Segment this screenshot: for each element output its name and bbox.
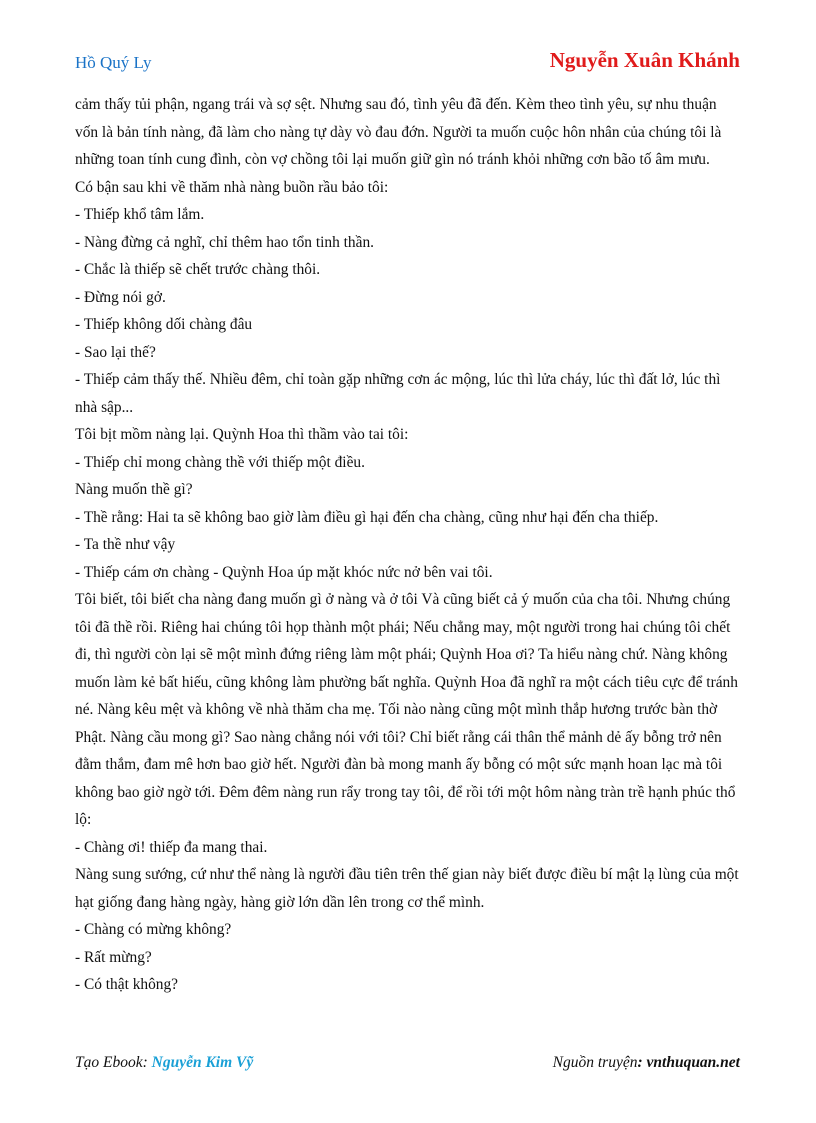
page-footer: [75, 1054, 740, 1078]
source-label: Nguồn truyện: [552, 1054, 638, 1071]
paragraph: Nàng muốn thề gì?: [75, 481, 193, 498]
dialogue-line: - Sao lại thế?: [75, 343, 156, 361]
dialogue-line: - Thiếp khổ tâm lắm.: [75, 206, 205, 223]
ebook-credit: Tạo Ebook: Nguyễn Kim Vỹ: [75, 1054, 254, 1071]
page-header: [75, 48, 740, 74]
source-credit: Nguồn truyện: vnthuquan.net: [552, 1054, 740, 1071]
dialogue-line: - Thiếp cảm thấy thế. Nhiều đêm, chỉ toàn gặp những cơn ác mộng, lúc thì lửa cháy, lúc thì đất lở, lúc thì nhà sập...: [75, 371, 721, 416]
book-title: Hồ Quý Ly: [75, 53, 152, 72]
dialogue-line: - Có thật không?: [75, 976, 179, 993]
dialogue-line: - Chàng có mừng không?: [75, 921, 232, 938]
dialogue-line: - Thiếp không dối chàng đâu: [75, 316, 253, 333]
paragraph: cảm thấy tủi phận, ngang trái và sợ sệt. Nhưng sau đó, tình yêu đã đến. Kèm theo tình yêu, sự nhu thuận vốn là bản tính nàng, đã làm cho nàng tự dày vò đau đớn. Người ta muốn cuộc hôn nhân của chúng tôi là những toan tính cung đình, còn vợ chồng tôi lại muốn giữ gìn nó tránh khỏi những cơn bão tố âm mưu.: [75, 96, 722, 168]
paragraph: Tôi biết, tôi biết cha nàng đang muốn gì ở nàng và ở tôi Và cũng biết cả ý muốn của cha tôi. Nhưng chúng tôi đã thề rồi. Riêng hai chúng tôi họp thành một phái; Nếu chẳng may, một người trong hai chúng tôi chết đi, thì người còn lại sẽ một mình đứng riêng làm một phái; Quỳnh Hoa ơi? Ta hiểu nàng chứ. Nàng không muốn làm kẻ bất hiếu, cũng không làm phường bất nghĩa. Quỳnh Hoa đã nghĩ ra một cách tiêu cực để tránh né. Nàng kêu mệt và không về nhà thăm cha mẹ. Tối nào nàng cũng một mình thắp hương trước bàn thờ Phật. Nàng cầu mong gì? Sao nàng chẳng nói với tôi? Chỉ biết rằng cái thân thể mảnh dẻ ấy bỗng trở nên đằm thắm, đam mê hơn bao giờ hết. Người đàn bà mong manh ấy bỗng có một sức mạnh hoan lạc mà tôi không bao giờ ngờ tới. Đêm đêm nàng run rẩy trong tay tôi, để rồi tới một hôm nàng tràn trề hạnh phúc thổ lộ:: [75, 591, 738, 828]
dialogue-line: - Chắc là thiếp sẽ chết trước chàng thôi.: [75, 261, 321, 278]
ebook-label: Tạo Ebook: [75, 1054, 143, 1071]
paragraph: Có bận sau khi về thăm nhà nàng buồn rầu bảo tôi:: [75, 178, 389, 196]
source-site: vnthuquan.net: [646, 1054, 740, 1071]
dialogue-line: - Đừng nói gở.: [75, 288, 166, 306]
dialogue-line: - Rất mừng?: [75, 948, 152, 966]
dialogue-line: - Thề rằng: Hai ta sẽ không bao giờ làm điều gì hại đến cha chàng, cũng như hại đến cha thiếp.: [75, 508, 659, 526]
dialogue-line: - Thiếp chỉ mong chàng thề với thiếp một điều.: [75, 453, 365, 471]
dialogue-line: - Chàng ơi! thiếp đa mang thai.: [75, 838, 268, 856]
page-body: [75, 91, 740, 999]
paragraph: Tôi bịt mồm nàng lại. Quỳnh Hoa thì thầm vào tai tôi:: [75, 426, 409, 443]
dialogue-line: - Ta thề như vậy: [75, 536, 176, 553]
ebook-creator-name: Nguyễn Kim Vỹ: [151, 1054, 254, 1071]
dialogue-line: - Thiếp cám ơn chàng - Quỳnh Hoa úp mặt khóc nức nở bên vai tôi.: [75, 563, 493, 581]
dialogue-line: - Nàng đừng cả nghĩ, chỉ thêm hao tổn tinh thần.: [75, 233, 374, 251]
author-name: Nguyễn Xuân Khánh: [549, 48, 740, 72]
paragraph: Nàng sung sướng, cứ như thể nàng là người đầu tiên trên thế gian này biết được điều bí mật lạ lùng của một hạt giống đang hàng ngày, hàng giờ lớn dần lên trong cơ thể mình.: [75, 866, 739, 911]
